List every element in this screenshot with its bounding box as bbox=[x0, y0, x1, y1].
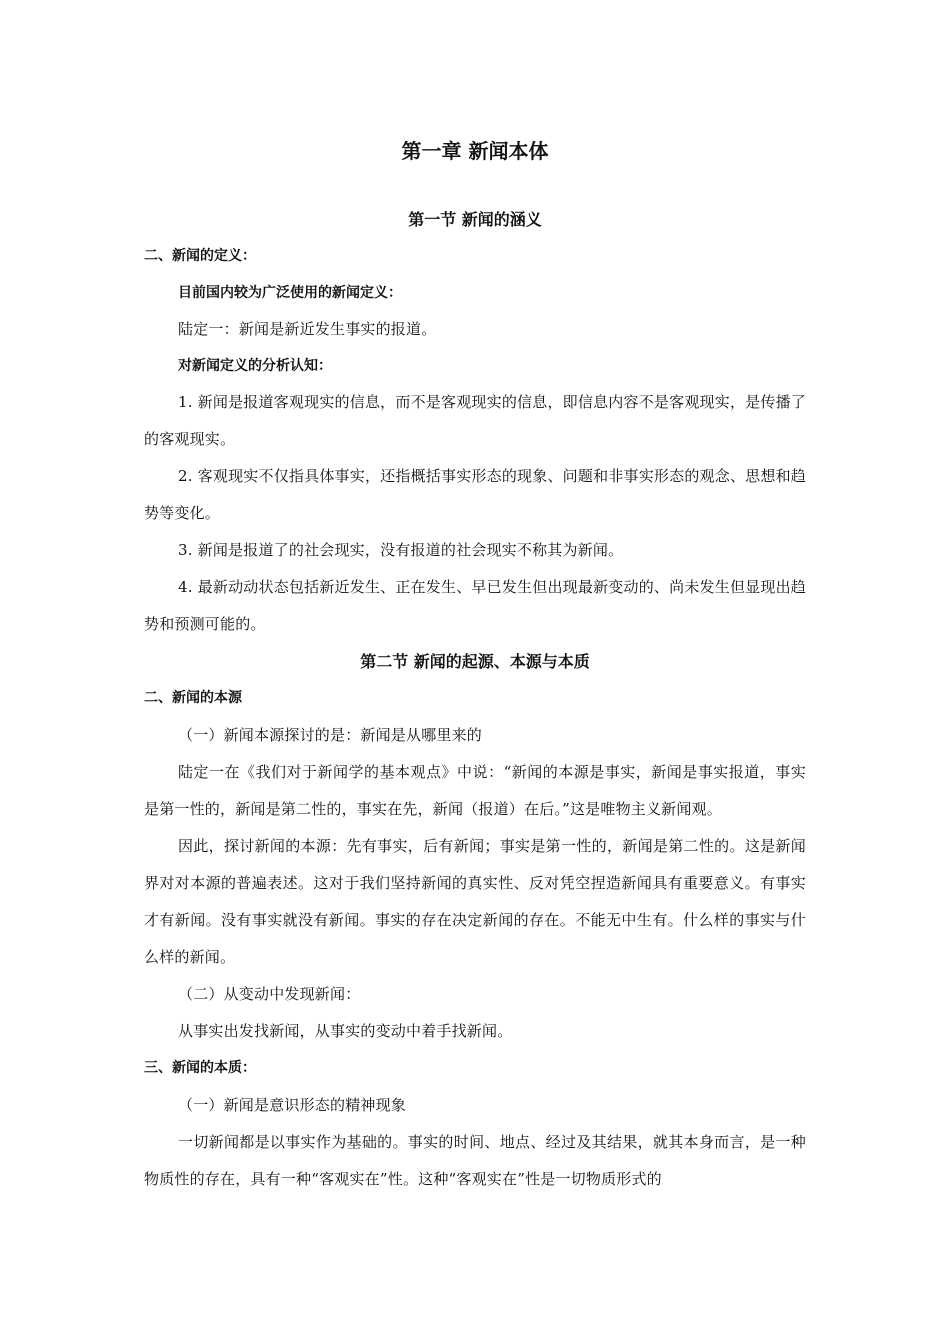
analysis-point-1: 1. 新闻是报道客观现实的信息，而不是客观现实的信息，即信息内容不是客观现实，是传播了的客观现实。 bbox=[144, 393, 806, 448]
subheading-common-definition: 目前国内较为广泛使用的新闻定义： bbox=[178, 285, 402, 301]
analysis-point-3: 3. 新闻是报道了的社会现实，没有报道的社会现实不称其为新闻。 bbox=[178, 541, 624, 559]
origin-paragraph-4: （二）从变动中发现新闻： bbox=[178, 985, 361, 1003]
subheading-analysis: 对新闻定义的分析认知： bbox=[178, 358, 332, 374]
chapter-title: 第一章 新闻本体 bbox=[401, 139, 549, 163]
analysis-point-2: 2. 客观现实不仅指具体事实，还指概括事实形态的现象、问题和非事实形态的观念、思想和趋势等变化。 bbox=[144, 467, 806, 522]
essence-paragraph-1: （一）新闻是意识形态的精神现象 bbox=[178, 1096, 407, 1114]
origin-paragraph-2: 陆定一在《我们对于新闻学的基本观点》中说：“新闻的本源是事实，新闻是事实报道，事实是第一性的，新闻是第二性的，事实在先，新闻（报道）在后。”这是唯物主义新闻观。 bbox=[144, 763, 806, 818]
analysis-point-4: 4. 最新动动状态包括新近发生、正在发生、早已发生但出现最新变动的、尚未发生但显现出趋势和预测可能的。 bbox=[144, 578, 806, 633]
essence-paragraph-2: 一切新闻都是以事实作为基础的。事实的时间、地点、经过及其结果，就其本身而言，是一种物质性的存在，具有一种“客观实在”性。这种“客观实在”性是一切物质形式的 bbox=[144, 1133, 806, 1188]
definition-paragraph: 陆定一：新闻是新近发生事实的报道。 bbox=[178, 320, 437, 338]
heading-origin: 二、新闻的本源 bbox=[144, 690, 242, 706]
origin-paragraph-5: 从事实出发找新闻，从事实的变动中着手找新闻。 bbox=[178, 1022, 513, 1040]
section-title-2: 第二节 新闻的起源、本源与本质 bbox=[360, 652, 590, 671]
heading-definition: 二、新闻的定义： bbox=[144, 248, 256, 264]
spacer bbox=[144, 174, 806, 201]
heading-essence: 三、新闻的本质： bbox=[144, 1060, 256, 1076]
origin-paragraph-1: （一）新闻本源探讨的是：新闻是从哪里来的 bbox=[178, 726, 483, 744]
origin-paragraph-3: 因此，探讨新闻的本源：先有事实，后有新闻；事实是第一性的，新闻是第二性的。这是新闻界对对本源的普遍表述。这对于我们坚持新闻的真实性、反对凭空捏造新闻具有重要意义。有事实才有新闻。没有事实就没有新闻。事实的存在决定新闻的存在。不能无中生有。什么样的事实与什么样的新闻。 bbox=[144, 837, 806, 966]
section-title-1: 第一节 新闻的涵义 bbox=[408, 210, 542, 229]
